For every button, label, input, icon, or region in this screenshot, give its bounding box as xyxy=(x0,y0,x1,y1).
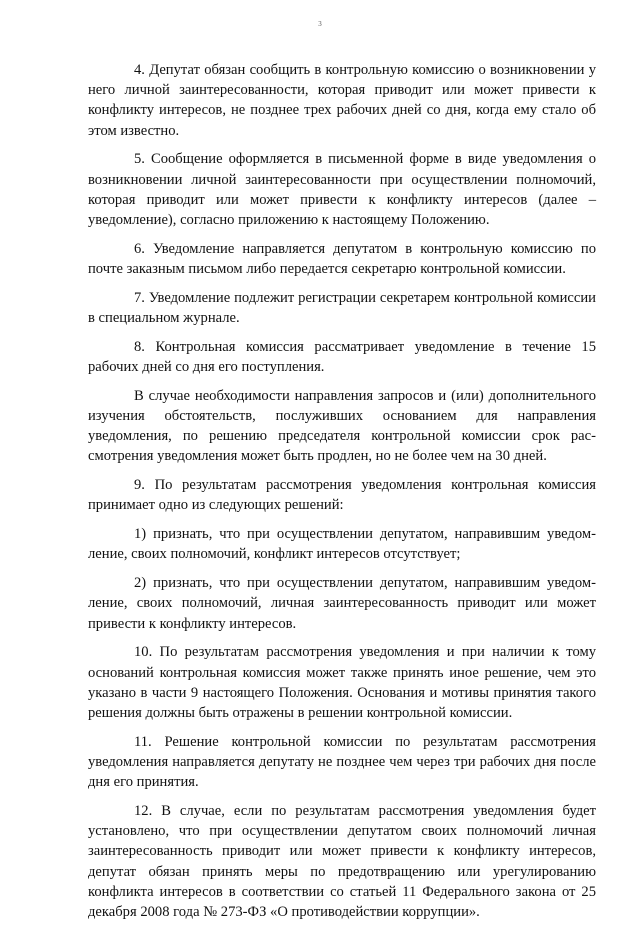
paragraph-9-item-2: 2) признать, что при осуществлении депутатом, направившим уведомление, своих полномочий, личная заинтересованность приводит или может привести к конфликту интересов. xyxy=(88,575,596,632)
paragraph-7: 7. Уведомление подлежит регистрации секретарем контрольной комиссии в специальном журнале. xyxy=(88,289,596,327)
paragraph-9: 9. По результатам рассмотрения уведомления контрольная комиссия принимает одно из следующих решений: xyxy=(88,477,596,514)
paragraph-12: 12. В случае, если по результатам рассмотрения уведомления будет установлено, что при осуществлении депутатом своих полномочий личная заинтересованность приводит или может привести к конфликту интересов, депутат обязан принять меры по предотвращению или урегулированию конфликта интересов в соответствии со статьей 11 Федерального закона от 25 декабря 2008 года № 273-ФЗ «О противодействии коррупции». xyxy=(88,803,596,921)
paragraph-8: 8. Контрольная комиссия рассматривает уведомление в течение 15 рабочих дней со дня его поступления. xyxy=(88,338,596,376)
paragraph-11: 11. Решение контрольной комиссии по результатам рассмотрения уведомления направляется депутату не позднее чем через три рабочих дня после дня его принятия. xyxy=(88,733,596,791)
paragraph-8-extension: В случае необходимости направления запросов и (или) дополнительного изучения обстоятельств, послуживших основанием для направления уведомления, по решению председателя контрольной комиссии срок рассмотрения уведомления может быть продлен, но не более чем на 30 дней. xyxy=(88,387,596,465)
paragraph-10: 10. По результатам рассмотрения уведомления и при наличии к тому оснований контрольная комиссия может также принять иное решение, чем это указано в части 9 настоящего Положения. Основания и мотивы принятия такого решения должны быть отражены в решении контрольной комиссии. xyxy=(88,644,596,722)
paragraph-6: 6. Уведомление направляется депутатом в контрольную комиссию по почте заказным письмом либо передается секретарю контрольной комиссии. xyxy=(88,240,596,278)
paragraph-5: 5. Сообщение оформляется в письменной форме в виде уведомления о возникновении личной заинтересованности при осуществлении полномочий, которая приводит или может привести к конфликту интересов (далее – уведомление), согласно приложению к настоящему Положению. xyxy=(88,151,596,229)
paragraph-9-item-1: 1) признать, что при осуществлении депутатом, направившим уведомление, своих полномочий, конфликт интересов отсутствует; xyxy=(88,526,596,563)
document-body xyxy=(88,60,596,931)
page-number: 3 xyxy=(318,20,322,28)
paragraph-4: 4. Депутат обязан сообщить в контрольную комиссию о возникновении у него личной заинтересованности, которая приводит или может привести к конфликту интересов, не позднее трех рабочих дней со дня, когда ему стало об этом известно. xyxy=(88,62,596,139)
